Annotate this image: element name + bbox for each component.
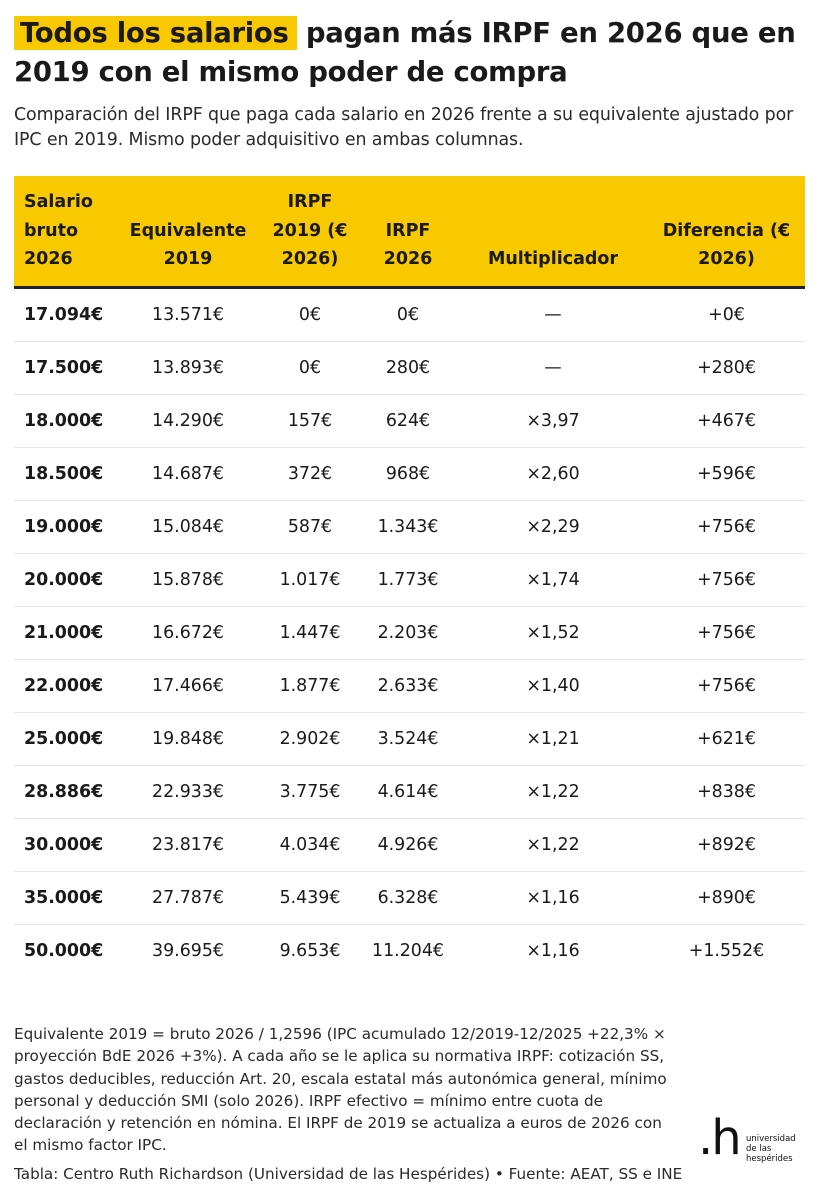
title-rest: pagan más IRPF en 2026 que en 2019 con el mismo poder de compra bbox=[14, 17, 796, 88]
table-header-row bbox=[14, 176, 805, 287]
page-subtitle: Comparación del IRPF que paga cada salario en 2026 frente a su equivalente ajustado por IPC en 2019. Mismo poder adquisitivo en ambas columnas. bbox=[14, 105, 794, 150]
diferencia-cell: +890€ bbox=[648, 871, 805, 924]
irpf-2026-cell: 624€ bbox=[358, 394, 458, 447]
diferencia-cell: +621€ bbox=[648, 712, 805, 765]
logo-mark: .h bbox=[698, 1110, 740, 1166]
salario-bruto-cell: 17.500€ bbox=[14, 341, 114, 394]
diferencia-cell: +756€ bbox=[648, 659, 805, 712]
irpf-2026-cell: 11.204€ bbox=[372, 940, 444, 961]
column-header-irpf-2026: IRPF 2026 bbox=[358, 176, 458, 287]
multiplicador-cell: ×1,74 bbox=[458, 553, 648, 606]
table-row bbox=[14, 394, 805, 447]
multiplicador-cell: ×2,60 bbox=[458, 447, 648, 500]
irpf-2019-cell: 1.447€ bbox=[262, 606, 358, 659]
footnote: Equivalente 2019 = bruto 2026 / 1,2596 (IPC acumulado 12/2019-12/2025 +22,3% × proyección BdE 2026 +3%). A cada año se le aplica su normativa IRPF: cotización SS, gastos deducibles, reducción Art. 20, escala estatal más autonómica general, mínimo personal y deducción SMI (solo 2026). IRPF efectivo = mínimo entre cuota de declaración y retención en nómina. El IRPF de 2019 se actualiza a euros de 2026 con el mismo factor IPC. bbox=[14, 1025, 667, 1155]
salario-bruto-cell: 18.000€ bbox=[14, 394, 114, 447]
multiplicador-cell: — bbox=[458, 287, 648, 341]
irpf-2026-cell: 4.926€ bbox=[358, 818, 458, 871]
multiplicador-cell: ×1,40 bbox=[458, 659, 648, 712]
diferencia-cell: +467€ bbox=[648, 394, 805, 447]
logo-line: de las bbox=[746, 1144, 772, 1154]
salario-bruto-cell: 17.094€ bbox=[14, 287, 114, 341]
table-row bbox=[14, 818, 805, 871]
page-title bbox=[14, 0, 805, 92]
diferencia-cell: +1.552€ bbox=[688, 940, 765, 961]
table-row bbox=[14, 871, 805, 924]
irpf-2026-cell: 3.524€ bbox=[358, 712, 458, 765]
table-row bbox=[14, 765, 805, 818]
table-row bbox=[14, 924, 805, 977]
multiplicador-cell: ×1,22 bbox=[458, 765, 648, 818]
irpf-2019-cell: 5.439€ bbox=[262, 871, 358, 924]
irpf-2026-cell: 968€ bbox=[358, 447, 458, 500]
irpf-2019-cell: 2.902€ bbox=[262, 712, 358, 765]
multiplicador-cell: ×1,21 bbox=[458, 712, 648, 765]
table-row bbox=[14, 606, 805, 659]
salario-bruto-cell: 19.000€ bbox=[14, 500, 114, 553]
multiplicador-cell: ×1,16 bbox=[526, 940, 580, 961]
irpf-2026-cell: 2.633€ bbox=[358, 659, 458, 712]
multiplicador-cell: — bbox=[458, 341, 648, 394]
irpf-2026-cell: 2.203€ bbox=[358, 606, 458, 659]
irpf-2026-cell: 4.614€ bbox=[358, 765, 458, 818]
irpf-2026-cell: 1.773€ bbox=[358, 553, 458, 606]
equivalente-cell: 17.466€ bbox=[114, 659, 262, 712]
university-logo bbox=[698, 1112, 808, 1168]
source-credit: Tabla: Centro Ruth Richardson (Universidad de las Hespérides) • Fuente: AEAT, SS e INE bbox=[14, 1165, 683, 1183]
irpf-2019-cell: 9.653€ bbox=[279, 940, 341, 961]
irpf-2019-cell: 157€ bbox=[262, 394, 358, 447]
multiplicador-cell: ×1,52 bbox=[458, 606, 648, 659]
table-row bbox=[14, 500, 805, 553]
diferencia-cell: +892€ bbox=[648, 818, 805, 871]
equivalente-cell: 27.787€ bbox=[114, 871, 262, 924]
equivalente-cell: 39.695€ bbox=[152, 940, 224, 961]
multiplicador-cell: ×1,16 bbox=[458, 871, 648, 924]
title-highlight: Todos los salarios bbox=[14, 16, 297, 50]
irpf-2026-cell: 280€ bbox=[358, 341, 458, 394]
diferencia-cell: +756€ bbox=[648, 553, 805, 606]
table-row bbox=[14, 447, 805, 500]
equivalente-cell: 23.817€ bbox=[114, 818, 262, 871]
column-header-salario: Salario bruto 2026 bbox=[14, 176, 114, 287]
salario-bruto-cell: 21.000€ bbox=[14, 606, 114, 659]
diferencia-cell: +756€ bbox=[648, 500, 805, 553]
diferencia-cell: +838€ bbox=[648, 765, 805, 818]
table-row bbox=[14, 712, 805, 765]
equivalente-cell: 14.290€ bbox=[114, 394, 262, 447]
irpf-2026-cell: 1.343€ bbox=[358, 500, 458, 553]
salario-bruto-cell: 25.000€ bbox=[14, 712, 114, 765]
column-header-irpf-2019: IRPF 2019 (€ 2026) bbox=[262, 176, 358, 287]
equivalente-cell: 13.893€ bbox=[114, 341, 262, 394]
irpf-2019-cell: 372€ bbox=[262, 447, 358, 500]
salario-bruto-cell: 30.000€ bbox=[14, 818, 114, 871]
table-row bbox=[14, 659, 805, 712]
irpf-2019-cell: 3.775€ bbox=[262, 765, 358, 818]
irpf-2019-cell: 587€ bbox=[262, 500, 358, 553]
diferencia-cell: +280€ bbox=[648, 341, 805, 394]
multiplicador-cell: ×2,29 bbox=[458, 500, 648, 553]
salario-bruto-cell: 20.000€ bbox=[14, 553, 114, 606]
irpf-2026-cell: 6.328€ bbox=[358, 871, 458, 924]
equivalente-cell: 15.084€ bbox=[114, 500, 262, 553]
salario-bruto-cell: 35.000€ bbox=[14, 871, 114, 924]
salario-bruto-cell: 28.886€ bbox=[14, 765, 114, 818]
salario-bruto-cell: 18.500€ bbox=[14, 447, 114, 500]
multiplicador-cell: ×1,22 bbox=[458, 818, 648, 871]
table-row bbox=[14, 341, 805, 394]
column-header-multiplicador: Multiplicador bbox=[458, 176, 648, 287]
irpf-2019-cell: 0€ bbox=[262, 341, 358, 394]
table-row bbox=[14, 287, 805, 341]
multiplicador-cell: ×3,97 bbox=[458, 394, 648, 447]
equivalente-cell: 19.848€ bbox=[114, 712, 262, 765]
irpf-comparison-table bbox=[14, 176, 805, 977]
irpf-2019-cell: 0€ bbox=[262, 287, 358, 341]
irpf-2026-cell: 0€ bbox=[358, 287, 458, 341]
salario-bruto-cell: 50.000€ bbox=[24, 940, 104, 961]
column-header-equivalente: Equivalente 2019 bbox=[114, 176, 262, 287]
equivalente-cell: 22.933€ bbox=[114, 765, 262, 818]
logo-line: universidad bbox=[746, 1134, 796, 1144]
diferencia-cell: +756€ bbox=[648, 606, 805, 659]
equivalente-cell: 15.878€ bbox=[114, 553, 262, 606]
irpf-2019-cell: 1.877€ bbox=[262, 659, 358, 712]
logo-wordmark bbox=[746, 1134, 796, 1164]
diferencia-cell: +596€ bbox=[648, 447, 805, 500]
diferencia-cell: +0€ bbox=[648, 287, 805, 341]
logo-line: hespérides bbox=[746, 1154, 793, 1164]
table-row bbox=[14, 553, 805, 606]
irpf-2019-cell: 1.017€ bbox=[262, 553, 358, 606]
salario-bruto-cell: 22.000€ bbox=[14, 659, 114, 712]
equivalente-cell: 14.687€ bbox=[114, 447, 262, 500]
irpf-2019-cell: 4.034€ bbox=[262, 818, 358, 871]
equivalente-cell: 13.571€ bbox=[114, 287, 262, 341]
table-body bbox=[14, 287, 805, 977]
equivalente-cell: 16.672€ bbox=[114, 606, 262, 659]
column-header-diferencia: Diferencia (€ 2026) bbox=[648, 176, 805, 287]
